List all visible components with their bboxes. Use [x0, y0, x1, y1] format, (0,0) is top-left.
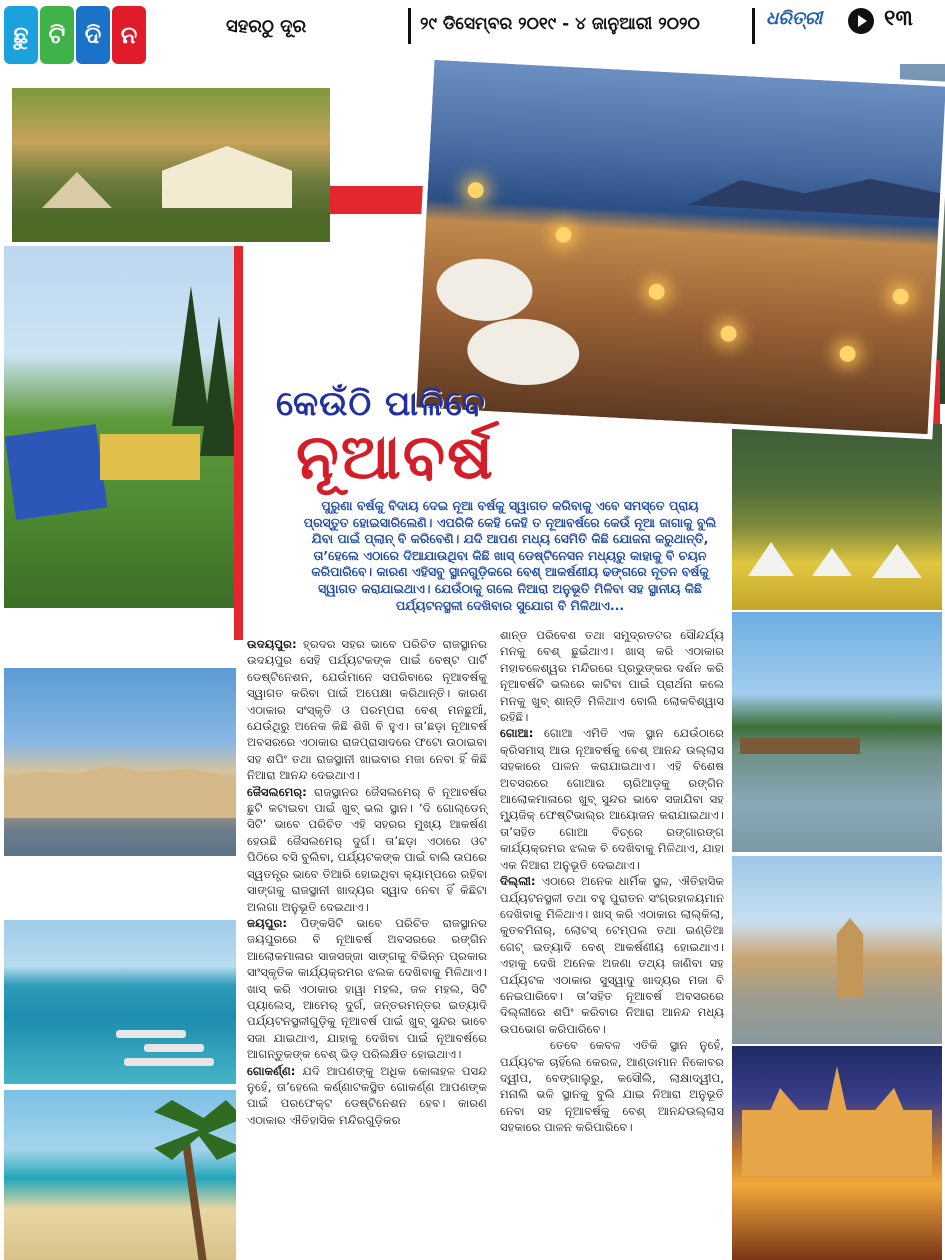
tent-shape	[42, 172, 112, 208]
photo-kerala-backwaters	[732, 612, 942, 852]
boat	[144, 1044, 204, 1052]
article-paragraph	[500, 1037, 724, 1135]
pine-tree	[172, 286, 210, 426]
place-heading: ଗୋକର୍ଣ୍ଣ:	[247, 1063, 296, 1078]
paragraph-text: ଗୋଆ ଏମିତି ଏକ ସ୍ଥାନ ଯେଉଁଠାରେ କ୍ରିସମାସ୍ ଆଉ ନୂଆବର୍ଷକୁ ବେଶ୍ ଆନନ୍ଦ ଉଲ୍ଲାସ ସହକାରେ ପାଳନ କରାଯାଇଥାଏ। ଏହି ବିଶେଷ ଅବସରରେ ଗୋଆର ଚାରିଆଡ଼କୁ ରଙ୍ଗିନ ଆଲୋକମାଳାରେ ଖୁବ୍ ସୁନ୍ଦର ଭାବେ ସଜାଯିବା ସହ ମ୍ୟୁଜିକ୍ ଫେଷ୍ଟିଭାଲ୍ର ଆୟୋଜନ କରାଯାଇଥାଏ। ତା’ସହିତ ଗୋଆ ବିଚ୍ରେ ରଙ୍ଗାରଙ୍ଗ କାର୍ଯ୍ୟକ୍ରମର ଝଲକ ବି ଦେଖିବାକୁ ମିଳିଥାଏ, ଯାହା ଏକ ନିଆରା ଅନୁଭୂତି ଦେଇଥାଏ।	[500, 726, 725, 872]
torch-light	[467, 182, 484, 199]
publication-logo: ଧରିତ୍ରୀ	[766, 8, 823, 29]
paragraph-text: ଏଠାରେ ଅନେକ ଧାର୍ମିକ ସ୍ଥଳ, ଐତିହାସିକ ପର୍ଯ୍ୟଟନସ୍ଥଳୀ ତଥା ବହୁ ପୁରାତନ ସଂଗ୍ରହାଳୟମାନ ଦେଖିବାକୁ ମିଳିଥାଏ। ଖାସ୍ କରି ଏଠାକାର ଲାଲ୍କିଲା, କୁତବମିନାର୍, ଲୋଟସ୍ ଟେମ୍ପଲ ତଥା ଇଣ୍ଡିଆ ଗେଟ୍ ଇତ୍ୟାଦି ବେଶ୍ ଆକର୍ଷଣୀୟ ହୋଇଥାଏ। ଏହାକୁ ଦେଖି ଅନେକ ଅଜଣା ତଥ୍ୟ ଜାଣିବା ସହ ପର୍ଯ୍ୟଟକ ଏଠାକାର ସୁସ୍ୱାଦୁ ଖାଦ୍ୟର ମଜା ବି ନେଇପାରିବେ। ତା’ସହିତ ନୂଆବର୍ଷ ଅବସରରେ ଦିଲ୍ଲୀରେ ଶପିଂ କରିବାର ନିଆରା ଆନନ୍ଦ ମଧ୍ୟ ଉପଭୋଗ କରିପାରିବେ।	[500, 874, 724, 1036]
intro-paragraph: ପୁରୁଣା ବର୍ଷକୁ ବିଦାୟ ଦେଇ ନୂଆ ବର୍ଷକୁ ସ୍ୱାଗତ କରିବାକୁ ଏବେ ସମସ୍ତେ ପ୍ରାୟ ପ୍ରସ୍ତୁତ ହୋଇସାରିଲେଣି। ଏପରିକି କେହି କେହି ତ ନୂଆବର୍ଷରେ କେଉଁ ନୂଆ ଜାଗାକୁ ବୁଲି ଯିବା ପାଇଁ ପ୍ଲାନ୍ ବି କରିବେଣି। ଯଦି ଆପଣ ମଧ୍ୟ ସେମିତି କିଛି ଯୋଜନା କରୁଥାନ୍ତି, ତା’ହେଲେ ଏଠାରେ ଦିଆଯାଉଥିବା କିଛି ଖାସ୍ ଡେଷ୍ଟିନେସନ ମଧ୍ୟରୁ କାହାକୁ ବି ଚୟନ କରିପାରିବେ। କାରଣ ଏହିସବୁ ସ୍ଥାନଗୁଡ଼ିକରେ ବେଶ୍ ଆକର୍ଷଣୀୟ ଢଙ୍ଗରେ ନୂତନ ବର୍ଷକୁ ସ୍ୱାଗତ କରାଯାଇଥାଏ। ଯେଉଁଠାକୁ ଗଲେ ନିଆରା ଅନୁଭୂତି ମିଳିବା ସହ ସ୍ଥାନୀୟ କିଛି ପର୍ଯ୍ୟଟନସ୍ଥଳୀ ଦେଖିବାର ସୁଯୋଗ ବି ମିଳିଥାଏ...	[303, 498, 717, 613]
place-heading: ଜୈସଲମେର୍:	[247, 784, 307, 799]
decorative-red-bar	[234, 246, 243, 640]
paragraph-text: ରାଜସ୍ଥାନର ଜୈସଲମେର୍ ବି ନୂଆବର୍ଷର ଛୁଟି କଟାଇବା ପାଇଁ ଖୁବ୍ ଭଲ ସ୍ଥାନ। ‘ଦି ଗୋଲ୍ଡେନ୍ ସିଟି’ ଭାବେ ପରିଚିତ ଏହି ସହରର ମୁଖ୍ୟ ଆକର୍ଷଣ ହେଉଛି ଜୈସଲମେର୍ ଦୁର୍ଗ। ତା’ଛଡ଼ା ଏଠାରେ ଓଟ ପିଠିରେ ବସି ବୁଲିବା, ପର୍ଯ୍ୟଟକଙ୍କ ପାଇଁ ବାଲି ଉପରେ ସ୍ୱତନ୍ତ୍ର ଭାବେ ତିଆରି ହୋଇଥିବା କ୍ୟାମ୍ପରେ ରହିବା ସାଙ୍ଗକୁ ରାଜସ୍ଥାନୀ ଖାଦ୍ୟର ସ୍ୱାଦ ନେବା ହିଁ କିଛିଟା ଅଲଗା ଅନୁଭୂତି ଦେଇଥାଏ।	[247, 784, 487, 914]
tent-shape	[748, 542, 794, 576]
palm-trunk	[181, 1136, 206, 1260]
article-paragraph	[500, 873, 724, 1037]
place-heading: ଜୟପୁର:	[247, 915, 287, 930]
article-paragraph	[500, 627, 724, 725]
section-title: ସହରଠୁ ଦୂର	[226, 16, 307, 37]
article-paragraph	[247, 1063, 487, 1129]
chhatri-pavilion	[828, 918, 872, 998]
photo-tent-camp	[12, 88, 330, 242]
photo-tents-valley	[732, 424, 942, 610]
photo-island-boats	[4, 920, 236, 1084]
play-arrow-icon	[848, 8, 874, 34]
torch-light	[892, 288, 909, 305]
grass-strip	[12, 212, 330, 242]
headline-kicker: କେଉଁଠି ପାଳିବେ	[276, 384, 486, 424]
brand-letter-2: ଟି	[40, 6, 74, 64]
article-paragraph	[247, 636, 487, 784]
blue-tarp	[5, 424, 108, 520]
issue-date: ୨୯ ଡିସେମ୍ବର ୨୦୧୯ - ୪ ଜାନୁଆରୀ ୨୦୨୦	[420, 14, 700, 34]
article-column-left	[247, 636, 487, 1128]
header-divider	[408, 8, 411, 44]
torch-light	[648, 283, 665, 300]
masthead	[0, 0, 945, 64]
decorative-red-bar	[330, 186, 426, 214]
boat	[124, 1058, 214, 1066]
paragraph-text: ତେବେ କେବଳ ଏତିକି ସ୍ଥାନ ନୁହେଁ, ପର୍ଯ୍ୟଟକ ଚାହିଁଲେ କେରଳ, ଆଣ୍ଡାମାନ ନିକୋବର ଦ୍ୱୀପ, ବେଙ୍ଗାଲୁରୁ, କସୌଲି, ଲାକ୍ଷାଦ୍ୱୀପ, ମନାଲି ଭଳି ସ୍ଥାନକୁ ବୁଲି ଯାଇ ନିଆରା ଅନୁଭୂତି ନେବା ସହ ନୂଆବର୍ଷକୁ ବେଶ୍ ଆନନ୍ଦଉଲ୍ଲାସ ସହକାରେ ପାଳନ କରିପାରିବେ।	[500, 1038, 724, 1135]
boat	[116, 1030, 186, 1038]
paragraph-text: ଯଦି ଆପଣଙ୍କୁ ଅଧିକ କୋଳାହଳ ପସନ୍ଦ ନୁହେଁ, ତା’ହେଲେ କର୍ଣ୍ଣାଟକସ୍ଥିତ ଗୋକର୍ଣ୍ଣ ଆପଣଙ୍କ ପାଇଁ ପରଫେକ୍ଟ ଡେଷ୍ଟିନେଶନ ହେବ। କାରଣ ଏଠାକାର ଐତିହାସିକ ମନ୍ଦିରଗୁଡ଼ିକର	[247, 1063, 487, 1127]
bean-bag	[435, 256, 534, 323]
place-heading: ଦିଲ୍ଲୀ:	[500, 874, 536, 889]
photo-udaipur-palace	[4, 668, 236, 856]
photo-hill-camp	[4, 246, 234, 608]
bean-bag	[466, 316, 581, 388]
photo-palm-beach	[4, 1090, 236, 1260]
brand-letter-4: ନ	[112, 6, 146, 64]
place-heading: ଉଦୟପୁର:	[247, 637, 297, 651]
paragraph-text: ପିଙ୍କସିଟି ଭାବେ ପରିଚିତ ରାଜସ୍ଥାନର ଜୟପୁରରେ ବି ନୂଆବର୍ଷ ଅବସରରେ ରଙ୍ଗିନ ଆଲୋକମାଳାର ସାଜସଜ୍ଜା ସାଙ୍ଗକୁ ବିଭିନ୍ନ ପ୍ରକାର ସାଂସ୍କୃତିକ କାର୍ଯ୍ୟକ୍ରମର ଝଲକ ଦେଖିବାକୁ ମିଳିଥାଏ। ଖାସ୍ କରି ଏଠାକାର ହାୱା ମହଲ, ଜଳ ମହଲ, ସିଟି ପ୍ୟାଲେସ୍, ଆମେର୍ ଦୁର୍ଗ, ଜନ୍ତରମନ୍ତର ଇତ୍ୟାଦି ପର୍ଯ୍ୟଟନସ୍ଥଳୀଗୁଡ଼ିକୁ ନୂଆବର୍ଷ ପାଇଁ ଖୁବ୍ ସୁନ୍ଦର ଭାବେ ସଜା ଯାଇଥାଏ, ଯାହାକୁ ଦେଖିବା ପାଇଁ ନୂଆବର୍ଷରେ ଆଗନ୍ତୁକଙ୍କ ବେଶ୍ ଭିଡ଼ ପରିଲକ୍ଷିତ ହୋଇଥାଏ।	[247, 915, 487, 1062]
paragraph-text: ଶାନ୍ତ ପରିବେଶ ତଥା ସମୁଦ୍ରତଟର ସୌନ୍ଦର୍ଯ୍ୟ ମନକୁ ବେଶ୍ ଛୁଇଁଥାଏ। ଖାସ୍ କରି ଏଠାକାର ମହାବଳେଶ୍ୱର ମନ୍ଦିରରେ ପ୍ରଭୁଙ୍କର ଦର୍ଶନ କରି ନୂଆବର୍ଷଟି ଭଲରେ କାଟିବା ପାଇଁ ପ୍ରାର୍ଥନା କଲେ ମନକୁ ଖୁବ୍ ଶାନ୍ତି ମିଳିଥାଏ ବୋଲି ଲୋକବିଶ୍ୱାସ ରହିଛି।	[500, 628, 724, 725]
photo-beach-party	[411, 55, 945, 440]
torch-light	[720, 325, 737, 342]
palace-silhouette	[4, 760, 236, 818]
paragraph-text: ହ୍ରଦର ସହର ଭାବେ ପରିଚିତ ରାଜସ୍ଥାନର ଉଦୟପୁର ସେହି ପର୍ଯ୍ୟଟକଙ୍କ ପାଇଁ ବେଷ୍ଟ ପାର୍ଟି ଡେଷ୍ଟିନେଶନ, ଯେଉଁମାନେ ସପରିବାରେ ନୂଆବର୍ଷକୁ ସ୍ୱାଗତ କରିବା ପାଇଁ ଅପେକ୍ଷା କରିଥାନ୍ତି। କାରଣ ଏଠାକାର ସଂସ୍କୃତି ଓ ପରମ୍ପରା ବେଶ୍ ମନଛୁଆଁ, ଯେଉଁଥିରୁ ଅନେକ କିଛି ଶିଖି ବି ହୁଏ। ତା’ଛଡ଼ା ନୂଆବର୍ଷ ଅବସରରେ ଏଠାକାର ରାଜପ୍ରାସାଦରେ ଫଟୋ ଉଠାଇବା ସହ ଶପିଂ ତଥା ରାଜସ୍ଥାନୀ ଖାଇବାର ମଜା ନେବା ହିଁ କିଛି ନିଆରା ଆନନ୍ଦ ଦେଇଥାଏ।	[247, 637, 487, 783]
photo-illuminated-palace	[732, 1046, 942, 1260]
tent-shape	[162, 146, 292, 208]
yellow-hut	[100, 434, 200, 480]
brand-letter-1: ଛୁ	[4, 6, 38, 64]
article-paragraph	[247, 784, 487, 915]
brand-letter-3: ଦି	[76, 6, 110, 64]
place-heading: ଗୋଆ:	[500, 726, 534, 741]
torch-light	[839, 345, 856, 362]
palm-fronds	[154, 1100, 236, 1160]
distant-hills	[687, 165, 945, 219]
article-column-right	[500, 627, 724, 1136]
article-paragraph	[247, 915, 487, 1063]
pine-tree	[200, 316, 234, 456]
houseboat	[740, 738, 860, 754]
photo-jaisalmer-lake	[732, 856, 942, 1044]
page-number: ୧୩	[884, 6, 913, 31]
tent-shape	[812, 548, 852, 576]
headline-title: ନୂଆବର୍ଷ	[296, 420, 495, 493]
palace-silhouette	[742, 1066, 932, 1176]
article-paragraph	[500, 725, 724, 873]
header-divider	[752, 8, 755, 44]
torch-light	[555, 226, 572, 243]
tent-shape	[872, 544, 922, 578]
